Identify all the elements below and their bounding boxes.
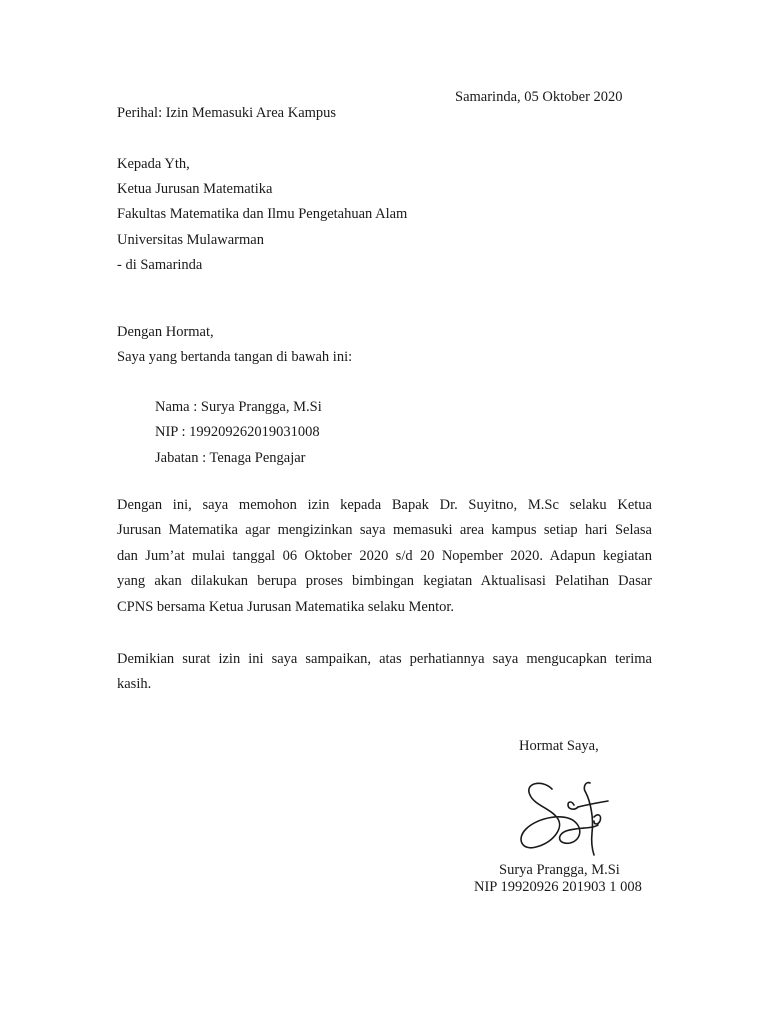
paragraph-line: Dengan ini, saya memohon izin kepada Bapak Dr. Suyitno, M.Sc selaku Ketua <box>117 497 652 513</box>
place-date: Samarinda, 05 Oktober 2020 <box>455 89 623 105</box>
paragraph-line: CPNS bersama Ketua Jurusan Matematika selaku Mentor. <box>117 598 455 615</box>
identity-name: Nama : Surya Prangga, M.Si <box>155 399 322 415</box>
recipient-line: Ketua Jurusan Matematika <box>117 181 273 197</box>
body-paragraph <box>117 493 652 620</box>
signer-nip: NIP 19920926 201903 1 008 <box>474 879 642 895</box>
paragraph-line: kasih. <box>117 676 152 693</box>
letter-subject: Perihal: Izin Memasuki Area Kampus <box>117 105 337 121</box>
handwritten-signature <box>512 777 616 859</box>
paragraph-line: Demikian surat izin ini saya sampaikan, atas perhatiannya saya mengucapkan terima <box>117 651 652 667</box>
recipient-salutation: Kepada Yth, <box>117 156 190 172</box>
closing-paragraph <box>117 647 652 698</box>
signer-name: Surya Prangga, M.Si <box>499 862 620 878</box>
recipient-line: Fakultas Matematika dan Ilmu Pengetahuan Alam <box>117 206 408 222</box>
intro-text: Saya yang bertanda tangan di bawah ini: <box>117 349 353 365</box>
recipient-line: Universitas Mulawarman <box>117 232 264 248</box>
paragraph-line: yang akan dilakukan berupa proses bimbingan kegiatan Aktualisasi Pelatihan Dasar <box>117 573 652 590</box>
paragraph-line: dan Jum’at mulai tanggal 06 Oktober 2020 s/d 20 Nopember 2020. Adapun kegiatan <box>117 547 652 564</box>
paragraph-line: Jurusan Matematika agar mengizinkan saya memasuki area kampus setiap hari Selasa <box>117 522 652 539</box>
identity-position: Jabatan : Tenaga Pengajar <box>155 450 306 466</box>
identity-nip: NIP : 199209262019031008 <box>155 424 320 440</box>
recipient-line: - di Samarinda <box>117 257 203 273</box>
closing-salutation: Hormat Saya, <box>519 738 599 754</box>
greeting: Dengan Hormat, <box>117 324 214 340</box>
